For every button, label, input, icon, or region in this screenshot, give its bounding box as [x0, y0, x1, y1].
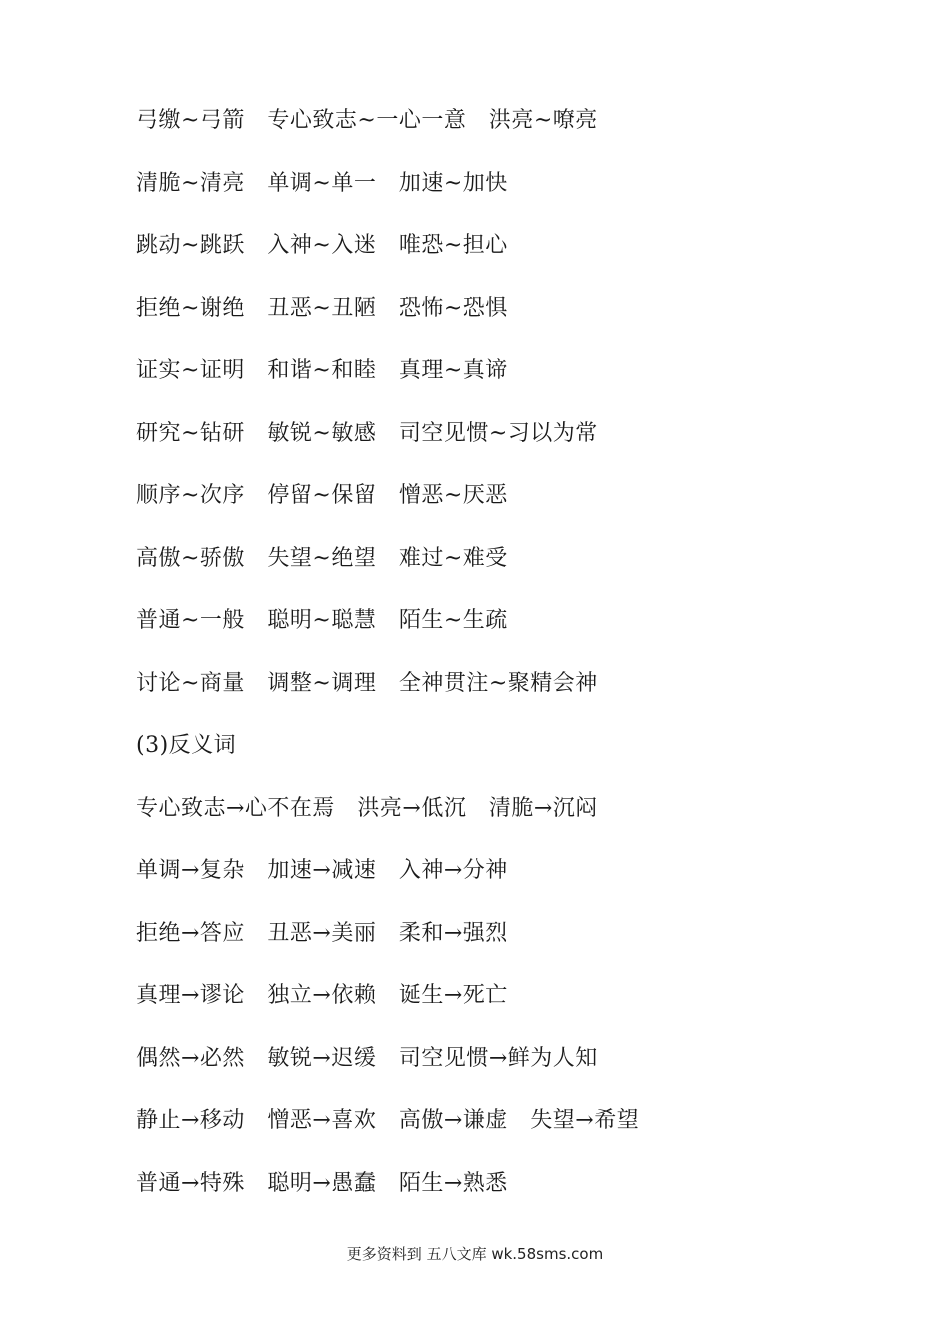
antonym-line: 单调→复杂 加速→减速 入神→分神: [136, 858, 508, 883]
synonym-line: 证实~证明 和谐~和睦 真理~真谛: [136, 358, 508, 383]
section-heading-antonyms: (3)反义词: [136, 733, 237, 758]
antonym-line: 拒绝→答应 丑恶→美丽 柔和→强烈: [136, 920, 508, 946]
synonym-line: 顺序~次序 停留~保留 憎恶~厌恶: [136, 483, 508, 508]
synonym-line: 跳动~跳跃 入神~入迷 唯恐~担心: [136, 233, 508, 258]
synonym-line: 讨论~商量 调整~调理 全神贯注~聚精会神: [136, 670, 598, 696]
antonym-line: 普通→特殊 聪明→愚蠢 陌生→熟悉: [136, 1170, 508, 1196]
antonym-line: 偶然→必然 敏锐→迟缓 司空见惯→鲜为人知: [136, 1045, 598, 1071]
antonym-line: 专心致志→心不在焉 洪亮→低沉 清脆→沉闷: [136, 795, 598, 821]
word-list: [136, 102, 896, 1227]
synonym-line: 清脆~清亮 单调~单一 加速~加快: [136, 170, 508, 196]
synonym-line: 研究~钻研 敏锐~敏感 司空见惯~习以为常: [136, 420, 598, 446]
footer-watermark: 更多资料到 五八文库 wk.58sms.com: [346, 1245, 604, 1263]
synonym-line: 拒绝~谢绝 丑恶~丑陋 恐怖~恐惧: [136, 295, 508, 321]
synonym-line: 弓缴~弓箭 专心致志~一心一意 洪亮~嘹亮: [136, 108, 598, 133]
antonym-line: 静止→移动 憎恶→喜欢 高傲→谦虚 失望→希望: [136, 1108, 640, 1133]
synonym-line: 高傲~骄傲 失望~绝望 难过~难受: [136, 545, 508, 571]
antonym-line: 真理→谬论 独立→依赖 诞生→死亡: [136, 983, 508, 1008]
synonym-line: 普通~一般 聪明~聪慧 陌生~生疏: [136, 608, 508, 633]
